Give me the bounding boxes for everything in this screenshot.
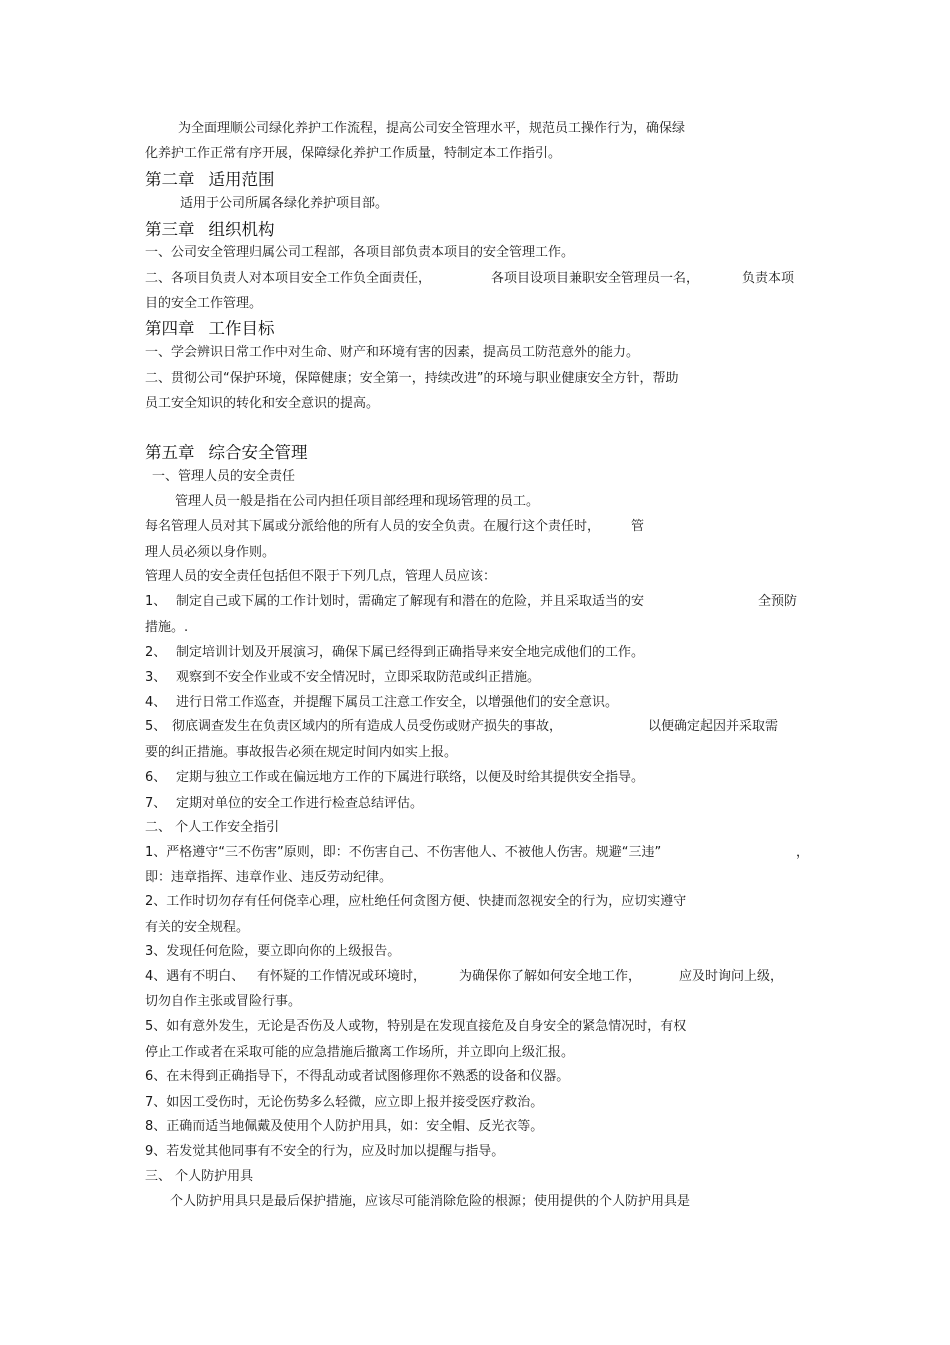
manager-item-6-text: 定期与独立工作或在偏远地方工作的下属进行联络，以便及时给其提供安全指导。 [176, 770, 645, 785]
personal-item-8: 8、正确而适当地佩戴及使用个人防护用具，如：安全帽、反光衣等。 [145, 1119, 544, 1134]
section-1-paragraph-2-part-b: 管 [631, 519, 645, 534]
personal-item-4-part-a: 4、遇有不明白、 [145, 969, 245, 984]
personal-item-1-comma: ， [796, 845, 810, 860]
personal-item-5-line-1: 5、如有意外发生，无论是否伤及人或物，特别是在发现直接危及自身安全的紧急情况时，有权 [145, 1019, 687, 1034]
manager-item-5-text: 彻底调查发生在负责区域内的所有造成人员受伤或财产损失的事故， [172, 719, 563, 734]
chapter-2-title: 适用范围 [208, 170, 275, 189]
section-1-paragraph-1: 管理人员一般是指在公司内担任项目部经理和现场管理的员工。 [175, 494, 540, 509]
manager-item-7-number: 7、 [145, 796, 167, 811]
intro-line-2: 化养护工作正常有序开展，保障绿化养护工作质量，特制定本工作指引。 [145, 146, 562, 161]
manager-item-3-text: 观察到不安全作业或不安全情况时，立即采取防范或纠正措施。 [176, 670, 541, 685]
chapter-3-heading [145, 220, 275, 240]
manager-item-2-number: 2、 [145, 645, 167, 660]
chapter-4-number: 第四章 [145, 319, 195, 338]
manager-item-7-text: 定期对单位的安全工作进行检查总结评估。 [176, 796, 424, 811]
section-2-title: 二、 个人工作安全指引 [145, 820, 280, 835]
personal-item-1-continuation: 即：违章指挥、违章作业、违反劳动纪律。 [145, 870, 393, 885]
personal-item-4-part-c: 为确保你了解如何安全地工作， [459, 969, 642, 984]
chapter-5-number: 第五章 [145, 443, 195, 462]
chapter-3-item-1: 一、公司安全管理归属公司工程部，各项目部负责本项目的安全管理工作。 [145, 245, 575, 260]
personal-item-5-line-2: 停止工作或者在采取可能的应急措施后撤离工作场所，并立即向上级汇报。 [145, 1045, 575, 1060]
chapter-5-title: 综合安全管理 [208, 443, 308, 462]
section-3-paragraph-1: 个人防护用具只是最后保护措施，应该尽可能消除危险的根源；使用提供的个人防护用具是 [170, 1194, 691, 1209]
section-1-paragraph-3: 管理人员的安全责任包括但不限于下列几点，管理人员应该： [145, 569, 497, 584]
manager-item-3-number: 3、 [145, 670, 167, 685]
chapter-2-heading [145, 170, 275, 190]
personal-item-4-part-d: 应及时询问上级， [679, 969, 784, 984]
manager-item-5-number: 5、 [145, 719, 167, 734]
manager-item-1-text-end: 全预防 [758, 594, 798, 609]
manager-item-1-continuation: 措施。. [145, 620, 189, 635]
manager-item-5-text-end: 以便确定起因并采取需 [648, 719, 779, 734]
chapter-4-item-2-line-2: 员工安全知识的转化和安全意识的提高。 [145, 396, 380, 411]
personal-item-4-continuation: 切勿自作主张或冒险行事。 [145, 994, 302, 1009]
chapter-3-item-2-part-c: 负责本项 [742, 271, 795, 286]
chapter-2-body: 适用于公司所属各绿化养护项目部。 [180, 196, 389, 211]
chapter-3-item-2-part-a: 二、各项目负责人对本项目安全工作负全面责任， [145, 271, 432, 286]
manager-item-1-number: 1、 [145, 594, 167, 609]
manager-item-1-text: 制定自己或下属的工作计划时，需确定了解现有和潜在的危险，并且采取适当的安 [176, 594, 645, 609]
section-1-paragraph-2-part-c: 理人员必须以身作则。 [145, 545, 276, 560]
chapter-3-title: 组织机构 [208, 220, 275, 239]
chapter-4-title: 工作目标 [208, 319, 275, 338]
personal-item-7: 7、如因工受伤时，无论伤势多么轻微，应立即上报并接受医疗救治。 [145, 1095, 544, 1110]
personal-item-1-text: 1、严格遵守“三不伤害”原则，即：不伤害自己、不伤害他人、不被他人伤害。规避“三违” [145, 845, 662, 860]
manager-item-4-number: 4、 [145, 695, 167, 710]
manager-item-2-text: 制定培训计划及开展演习，确保下属已经得到正确指导来安全地完成他们的工作。 [176, 645, 645, 660]
personal-item-4-part-b: 有怀疑的工作情况或环境时， [257, 969, 427, 984]
chapter-4-item-2-line-1: 二、贯彻公司“保护环境，保障健康；安全第一，持续改进”的环境与职业健康安全方针，帮助 [145, 371, 679, 386]
manager-item-4-text: 进行日常工作巡查，并提醒下属员工注意工作安全，以增强他们的安全意识。 [176, 695, 619, 710]
chapter-5-heading [145, 443, 308, 463]
chapter-2-number: 第二章 [145, 170, 195, 189]
intro-line-1: 为全面理顺公司绿化养护工作流程，提高公司安全管理水平，规范员工操作行为，确保绿 [178, 121, 686, 136]
personal-item-9: 9、若发觉其他同事有不安全的行为，应及时加以提醒与指导。 [145, 1144, 505, 1159]
personal-item-2-line-2: 有关的安全规程。 [145, 920, 250, 935]
personal-item-6: 6、在未得到正确指导下，不得乱动或者试图修理你不熟悉的设备和仪器。 [145, 1069, 570, 1084]
personal-item-3: 3、发现任何危险，要立即向你的上级报告。 [145, 944, 401, 959]
manager-item-5-continuation: 要的纠正措施。事故报告必须在规定时间内如实上报。 [145, 745, 458, 760]
chapter-4-item-1: 一、学会辨识日常工作中对生命、财产和环境有害的因素，提高员工防范意外的能力。 [145, 345, 640, 360]
section-3-title: 三、 个人防护用具 [145, 1169, 254, 1184]
chapter-3-item-2-part-d: 目的安全工作管理。 [145, 296, 263, 311]
personal-item-2-line-1: 2、工作时切勿存有任何侥幸心理，应杜绝任何贪图方便、快捷而忽视安全的行为，应切实遵守 [145, 894, 687, 909]
section-1-title: 一、管理人员的安全责任 [152, 469, 296, 484]
section-1-paragraph-2-part-a: 每名管理人员对其下属或分派给他的所有人员的安全负责。在履行这个责任时， [145, 519, 601, 534]
chapter-3-item-2-part-b: 各项目设项目兼职安全管理员一名， [491, 271, 700, 286]
chapter-4-heading [145, 319, 275, 339]
chapter-3-number: 第三章 [145, 220, 195, 239]
manager-item-6-number: 6、 [145, 770, 167, 785]
